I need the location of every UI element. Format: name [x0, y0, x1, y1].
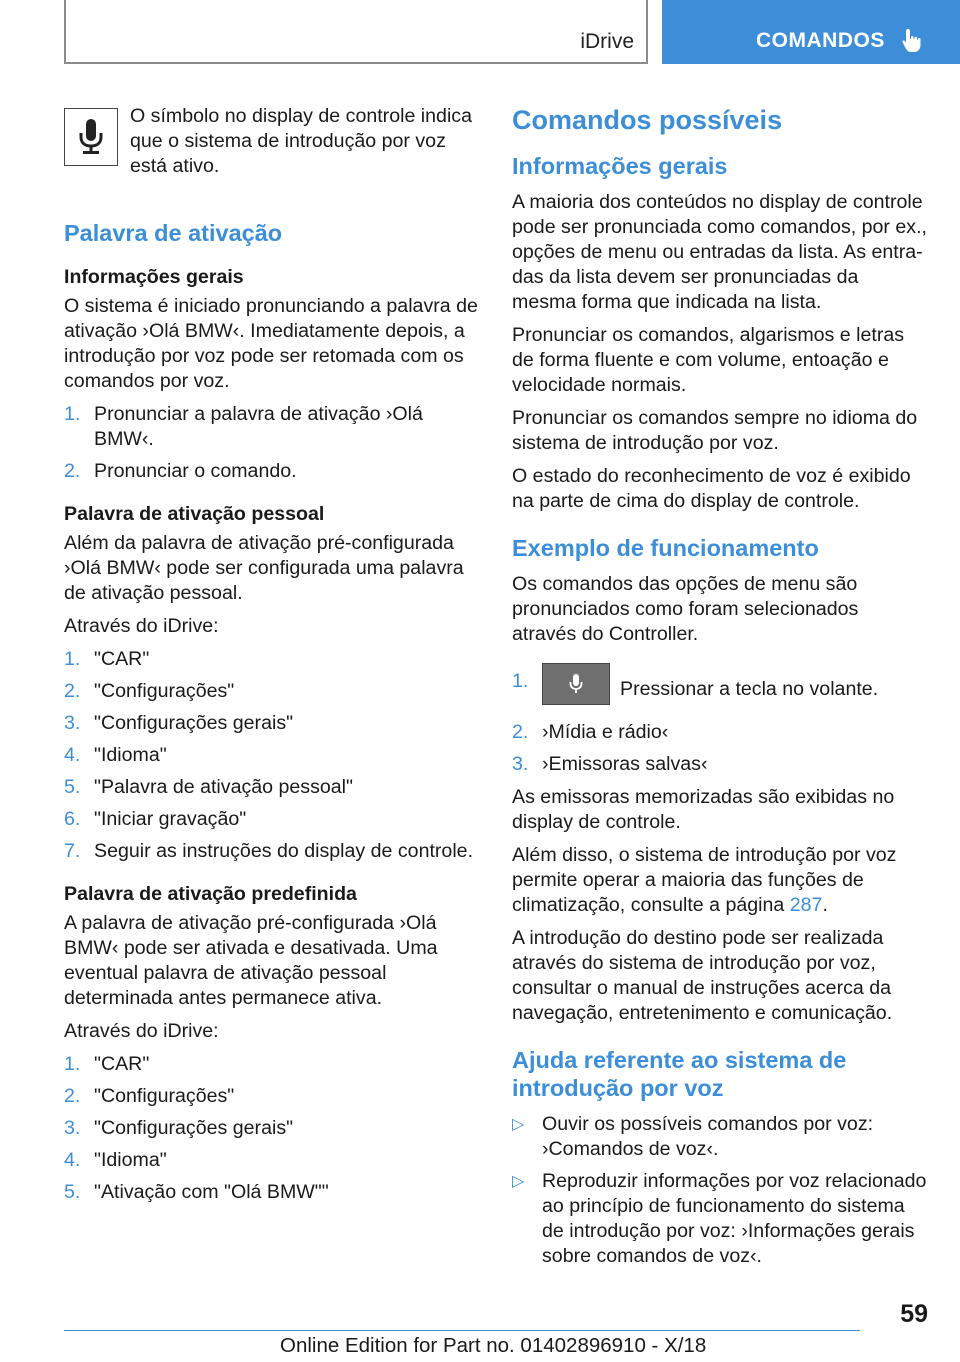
- steps-list: [512, 669, 928, 777]
- header-chapter-title: COMANDOS: [756, 29, 885, 52]
- right-column: [512, 104, 928, 1277]
- section-heading-wake-word: Palavra de ativação: [64, 220, 283, 246]
- paragraph: O sistema é iniciado pronunciando a palavra de ativação ›Olá BMW‹. Imediatamente depois, a introdução por voz pode ser retomada com os comandos por voz.: [64, 295, 478, 392]
- sub-heading-general: Informações gerais: [64, 266, 244, 288]
- footer-divider: [64, 1330, 860, 1331]
- sub-heading-predefined: Palavra de ativação predefinida: [64, 883, 357, 905]
- list-item: 1. "CAR": [64, 1053, 150, 1075]
- list-item: 5. "Ativação com "Olá BMW"": [64, 1181, 329, 1203]
- intro-text: O símbolo no display de controle indica que o sistema de introdução por voz está ativo.: [130, 105, 472, 177]
- steps-list: [64, 1052, 482, 1205]
- paragraph: A maioria dos conteúdos no display de controle pode ser pronunciada como comandos, por ex., opções de menu ou entradas da lista. As entradas da lista devem ser pronunciadas da mesma forma que indicada na lista.: [512, 191, 927, 313]
- list-item: 1. Pronunciar a palavra de ativação ›Olá BMW‹.: [64, 403, 423, 450]
- microphone-icon: [64, 108, 118, 166]
- list-item: ▷ Reproduzir informações por voz relacionado ao princípio de funcionamento do sistema de introdução por voz: ›Informações gerais sobre comandos de voz‹.: [512, 1170, 927, 1267]
- triangle-bullet-icon: ▷: [512, 1116, 525, 1133]
- list-item: 7. Seguir as instruções do display de controle.: [64, 840, 474, 862]
- paragraph: Os comandos das opções de menu são pronunciados como foram selecionados através do Controller.: [512, 573, 859, 645]
- list-item: 4. "Idioma": [64, 1149, 167, 1171]
- left-column: [64, 104, 482, 1213]
- list-item: 2. ›Mídia e rádio‹: [512, 721, 669, 743]
- paragraph: Além disso, o sistema de introdução por voz permite operar a maioria das funções de climatização, consulte a página 287.: [512, 844, 897, 916]
- help-list: [512, 1112, 928, 1269]
- list-item: 1. Pressionar a tecla no volante.: [512, 669, 928, 711]
- header-section-title: iDrive: [580, 30, 634, 53]
- list-item: 5. "Palavra de ativação pessoal": [64, 776, 353, 798]
- list-item: 2. Pronunciar o comando.: [64, 460, 297, 482]
- page-link-287[interactable]: 287: [789, 894, 823, 916]
- steps-list: [64, 402, 482, 484]
- footer-edition: Online Edition for Part no. 01402896910 - X/18: [280, 1334, 707, 1357]
- sub-heading-help: Ajuda referente ao sistema de introdução por voz: [512, 1047, 847, 1101]
- voice-button-image: [542, 663, 610, 705]
- paragraph: Além da palavra de ativação pré-configurada ›Olá BMW‹ pode ser configurada uma palavra de ativação pessoal.: [64, 532, 464, 604]
- paragraph: Através do iDrive:: [64, 615, 219, 637]
- list-item: 3. "Configurações gerais": [64, 712, 294, 734]
- paragraph: Através do iDrive:: [64, 1020, 219, 1042]
- header-section-box: [64, 0, 648, 64]
- sub-heading-personal: Palavra de ativação pessoal: [64, 503, 325, 525]
- paragraph: A introdução do destino pode ser realizada através do sistema de introdução por voz, consultar o manual de instruções acerca da navegação, entretenimento e comunicação.: [512, 927, 893, 1024]
- list-item: 3. ›Emissoras salvas‹: [512, 753, 708, 775]
- paragraph: Pronunciar os comandos, algarismos e letras de forma fluente e com volume, entoação e velocidade normais.: [512, 324, 905, 396]
- paragraph: As emissoras memorizadas são exibidas no display de controle.: [512, 786, 895, 833]
- paragraph: A palavra de ativação pré-configurada ›Olá BMW‹ pode ser ativada e desativada. Uma eventual palavra de ativação pessoal determinada antes permanece ativa.: [64, 912, 438, 1009]
- steps-list: [64, 647, 482, 864]
- list-item: 6. "Iniciar gravação": [64, 808, 247, 830]
- triangle-bullet-icon: ▷: [512, 1173, 525, 1190]
- header-chapter-tab: [662, 0, 960, 64]
- sub-heading-example: Exemplo de funcionamento: [512, 535, 819, 561]
- list-item: 3. "Configurações gerais": [64, 1117, 294, 1139]
- hand-pointer-icon: [898, 26, 926, 54]
- list-item: 1. "CAR": [64, 648, 150, 670]
- section-heading-commands: Comandos possíveis: [512, 105, 783, 135]
- page-number: 59: [900, 1300, 928, 1328]
- voice-symbol-intro: [64, 104, 482, 179]
- list-item: 2. "Configurações": [64, 1085, 235, 1107]
- sub-heading-general-info: Informações gerais: [512, 153, 728, 179]
- list-item: ▷ Ouvir os possíveis comandos por voz: ›Comandos de voz‹.: [512, 1113, 874, 1160]
- paragraph: Pronunciar os comandos sempre no idioma do sistema de introdução por voz.: [512, 407, 918, 454]
- paragraph: O estado do reconhecimento de voz é exibido na parte de cima do display de controle.: [512, 465, 911, 512]
- list-item: 4. "Idioma": [64, 744, 167, 766]
- list-item: 2. "Configurações": [64, 680, 235, 702]
